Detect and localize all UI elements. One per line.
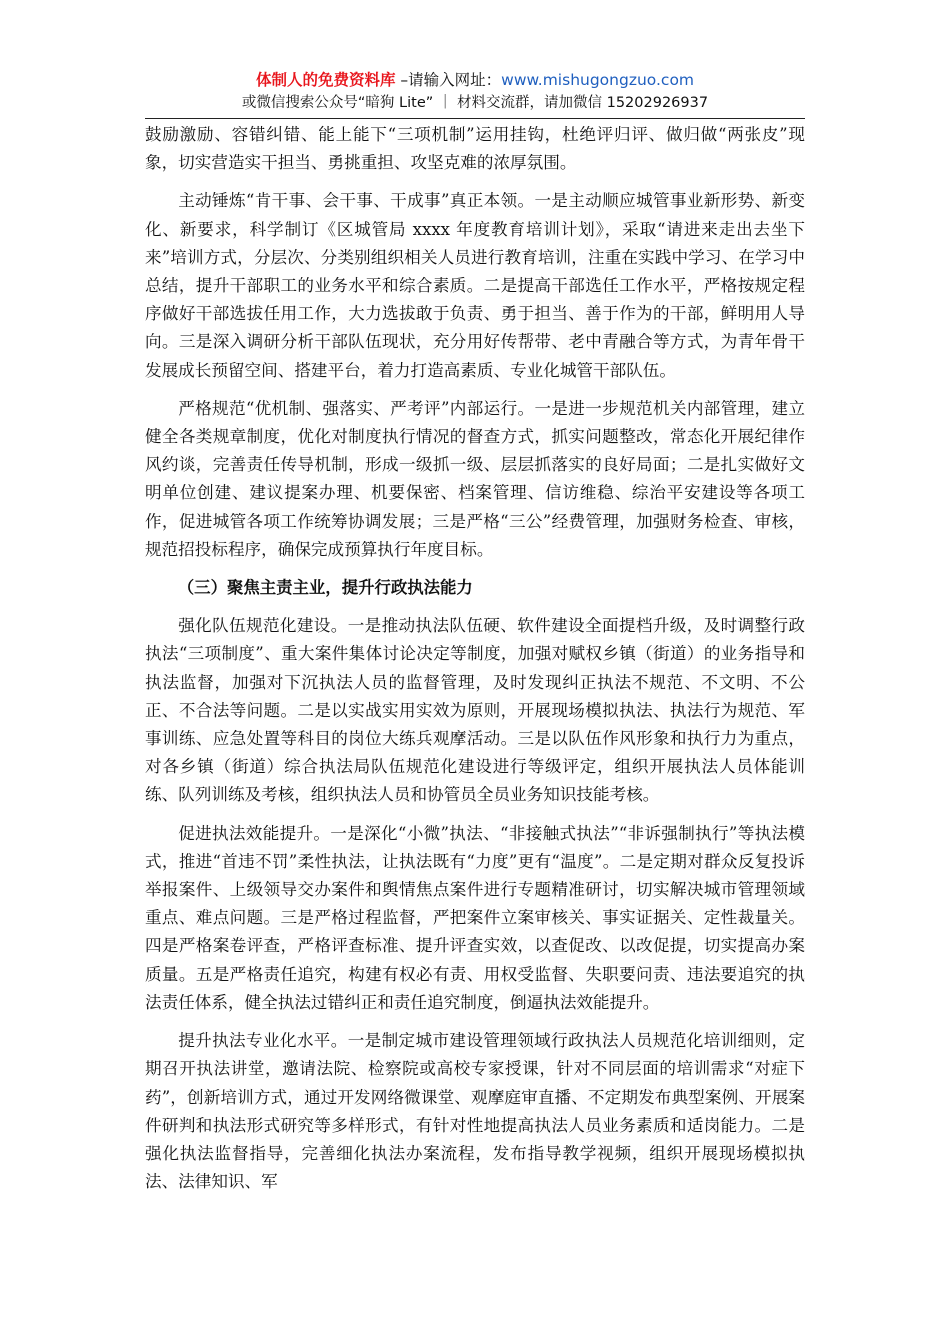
brand-text: 体制人的免费资料库 [255,71,396,89]
document-body [145,121,805,1206]
url-prompt: –请输入网址： [395,71,502,89]
header-subline: 或微信搜索公众号“暗狗 Lite” ｜ 材料交流群，请加微信 15202926937 [241,95,709,111]
header-line-1 [145,68,805,92]
paragraph: 提升执法专业化水平。一是制定城市建设管理领域行政执法人员规范化培训细则，定期召开执法讲堂，邀请法院、检察院或高校专家授课，针对不同层面的培训需求“对症下药”，创新培训方式，通过开发网络微课堂、观摩庭审直播、不定期发布典型案例、开展案件研判和执法形式研究等多样形式，有针对性地提高执法人员业务素质和适岗能力。二是强化执法监督指导，完善细化执法办案流程，发布指导教学视频，组织开展现场模拟执法、法律知识、军 [145,1031,805,1192]
paragraph: 严格规范“优机制、强落实、严考评”内部运行。一是进一步规范机关内部管理，建立健全各类规章制度，优化对制度执行情况的督查方式，抓实问题整改，常态化开展纪律作风约谈，完善责任传导机制，形成一级抓一级、层层抓落实的良好局面；二是扎实做好文明单位创建、建议提案办理、机要保密、档案管理、信访维稳、综治平安建设等各项工作，促进城管各项工作统筹协调发展；三是严格“三公”经费管理，加强财务检查、审核，规范招投标程序，确保完成预算执行年度目标。 [145,398,805,559]
paragraph: 主动锤炼“肯干事、会干事、干成事”真正本领。一是主动顺应城管事业新形势、新变化、新要求，科学制订《区城管局 xxxx 年度教育培训计划》，采取“请进来走出去坐下来”培训方式，分层次、分类别组织相关人员进行教育培训，注重在实践中学习、在学习中总结，提升干部职工的业务水平和综合素质。二是提高干部选任工作水平，严格按规定程序做好干部选拔任用工作，大力选拔敢于负责、勇于担当、善于作为的干部，鲜明用人导向。三是深入调研分析干部队伍现状，充分用好传帮带、老中青融合等方式，为青年骨干发展成长预留空间、搭建平台，着力打造高素质、专业化城管干部队伍。 [145,191,805,380]
header-divider [145,118,805,119]
website-link[interactable]: www.mishugongzuo.com [501,71,695,89]
page-header [145,68,805,114]
paragraph: 强化队伍规范化建设。一是推动执法队伍硬、软件建设全面提档升级，及时调整行政执法“三项制度”、重大案件集体讨论决定等制度，加强对赋权乡镇（街道）的业务指导和执法监督，加强对下沉执法人员的监督管理，及时发现纠正执法不规范、不文明、不公正、不合法等问题。二是以实战实用实效为原则，开展现场模拟执法、执法行为规范、军事训练、应急处置等科目的岗位大练兵观摩活动。三是以队伍作风形象和执行力为重点，对各乡镇（街道）综合执法局队伍规范化建设进行等级评定，组织开展执法人员体能训练、队列训练及考核，组织执法人员和协管员全员业务知识技能考核。 [145,616,805,805]
paragraph: 鼓励激励、容错纠错、能上能下“三项机制”运用挂钩，杜绝评归评、做归做“两张皮”现象，切实营造实干担当、勇挑重担、攻坚克难的浓厚氛围。 [145,125,805,173]
section-heading: （三）聚焦主责主业，提升行政执法能力 [177,578,473,598]
paragraph: 促进执法效能提升。一是深化“小微”执法、“非接触式执法”“非诉强制执行”等执法模式，推进“首违不罚”柔性执法，让执法既有“力度”更有“温度”。二是定期对群众反复投诉举报案件、上级领导交办案件和舆情焦点案件进行专题精准研讨，切实解决城市管理领域重点、难点问题。三是严格过程监督，严把案件立案审核关、事实证据关、定性裁量关。四是严格案卷评查，严格评查标准、提升评查实效，以查促改、以改促提，切实提高办案质量。五是严格责任追究，构建有权必有责、用权受监督、失职要问责、违法要追究的执法责任体系，健全执法过错纠正和责任追究制度，倒逼执法效能提升。 [145,823,805,1012]
